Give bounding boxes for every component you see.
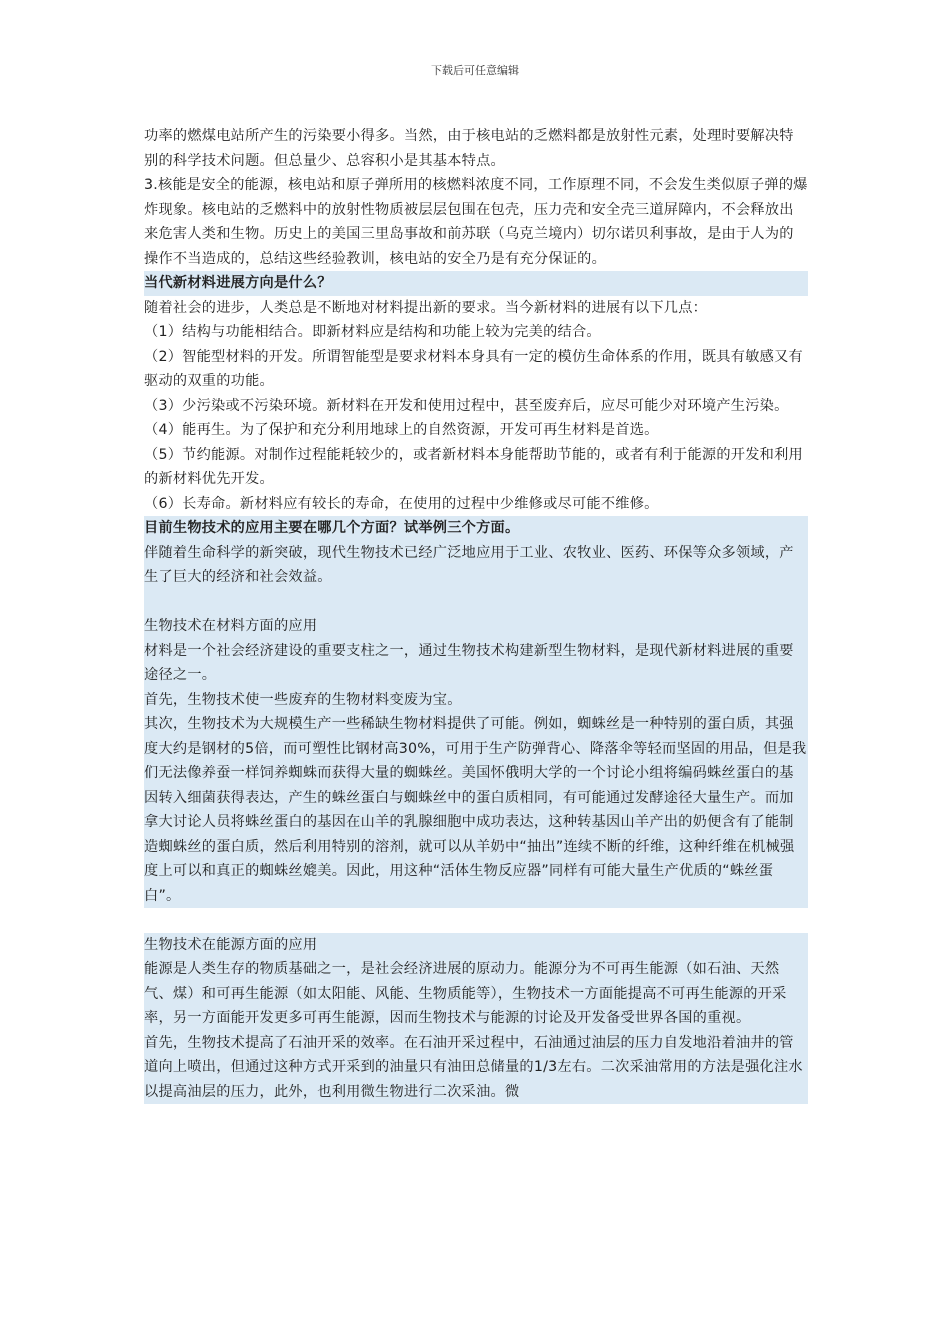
- paragraph: （1）结构与功能相结合。即新材料应是结构和功能上较为完美的结合。: [144, 324, 601, 340]
- paragraph: （5）节约能源。对制作过程能耗较少的，或者新材料本身能帮助节能的，或者有利于能源的开发和利用的新材料优先开发。: [144, 446, 803, 487]
- blank-line: [144, 908, 808, 933]
- paragraph: 首先，生物技术提高了石油开采的效率。在石油开采过程中，石油通过油层的压力自发地沿着油井的管道向上喷出，但通过这种方式开采到的油量只有油田总储量的1/3左右。二次采油常用的方法是强化注水以提高油层的压力，此外，也利用微生物进行二次采油。微: [144, 1031, 808, 1105]
- section-heading: 当代新材料进展方向是什么？: [144, 271, 808, 296]
- paragraph: 其次，生物技术为大规模生产一些稀缺生物材料提供了可能。例如，蜘蛛丝是一种特别的蛋白质，其强度大约是钢材的5倍，而可塑性比钢材高30%，可用于生产防弹背心、降落伞等轻而坚固的用品，但是我们无法像养蚕一样饲养蜘蛛而获得大量的蜘蛛丝。美国怀俄明大学的一个讨论小组将编码蛛丝蛋白的基因转入细菌获得表达，产生的蛛丝蛋白与蜘蛛丝中的蛋白质相同，有可能通过发酵途径大量生产。而加拿大讨论人员将蛛丝蛋白的基因在山羊的乳腺细胞中成功表达，这种转基因山羊产出的奶便含有了能制造蜘蛛丝的蛋白质，然后利用特别的溶剂，就可以从羊奶中“抽出”连续不断的纤维，这种纤维在机械强度上可以和真正的蜘蛛丝媲美。因此，用这种“活体生物反应器”同样有可能大量生产优质的“蛛丝蛋白”。: [144, 712, 808, 908]
- paragraph: （2）智能型材料的开发。所谓智能型是要求材料本身具有一定的模仿生命体系的作用，既具有敏感又有驱动的双重的功能。: [144, 348, 803, 389]
- section-heading: 目前生物技术的应用主要在哪几个方面？试举例三个方面。: [144, 516, 808, 541]
- paragraph: 生物技术在能源方面的应用: [144, 933, 808, 958]
- paragraph: （4）能再生。为了保护和充分利用地球上的自然资源，开发可再生材料是首选。: [144, 422, 659, 438]
- paragraph: 能源是人类生存的物质基础之一，是社会经济进展的原动力。能源分为不可再生能源（如石油、天然气、煤）和可再生能源（如太阳能、风能、生物质能等），生物技术一方面能提高不可再生能源的开采率，另一方面能开发更多可再生能源，因而生物技术与能源的讨论及开发备受世界各国的重视。: [144, 957, 808, 1031]
- paragraph: 功率的燃煤电站所产生的污染要小得多。当然，由于核电站的乏燃料都是放射性元素，处理时要解决特别的科学技术问题。但总量少、总容积小是其基本特点。: [144, 128, 794, 169]
- paragraph: 伴随着生命科学的新突破，现代生物技术已经广泛地应用于工业、农牧业、医药、环保等众多领域，产生了巨大的经济和社会效益。: [144, 541, 808, 590]
- paragraph: 3.核能是安全的能源，核电站和原子弹所用的核燃料浓度不同，工作原理不同，不会发生类似原子弹的爆炸现象。核电站的乏燃料中的放射性物质被层层包围在包壳，压力壳和安全壳三道屏障内，不会释放出来危害人类和生物。历史上的美国三里岛事故和前苏联（乌克兰境内）切尔诺贝利事故，是由于人为的操作不当造成的，总结这些经验教训，核电站的安全乃是有充分保证的。: [144, 177, 808, 267]
- page-header: 下载后可任意编辑: [431, 64, 519, 77]
- paragraph: 首先，生物技术使一些废弃的生物材料变废为宝。: [144, 688, 808, 713]
- paragraph: （6）长寿命。新材料应有较长的寿命，在使用的过程中少维修或尽可能不维修。: [144, 495, 659, 512]
- paragraph: 随着社会的进步，人类总是不断地对材料提出新的要求。当今新材料的进展有以下几点：: [144, 299, 708, 316]
- paragraph: 生物技术在材料方面的应用: [144, 614, 808, 639]
- blank-line: [144, 590, 808, 615]
- document-body: [144, 124, 808, 1104]
- paragraph: 材料是一个社会经济建设的重要支柱之一，通过生物技术构建新型生物材料，是现代新材料进展的重要途径之一。: [144, 639, 808, 688]
- paragraph: （3）少污染或不污染环境。新材料在开发和使用过程中，甚至废弃后，应尽可能少对环境产生污染。: [144, 397, 789, 414]
